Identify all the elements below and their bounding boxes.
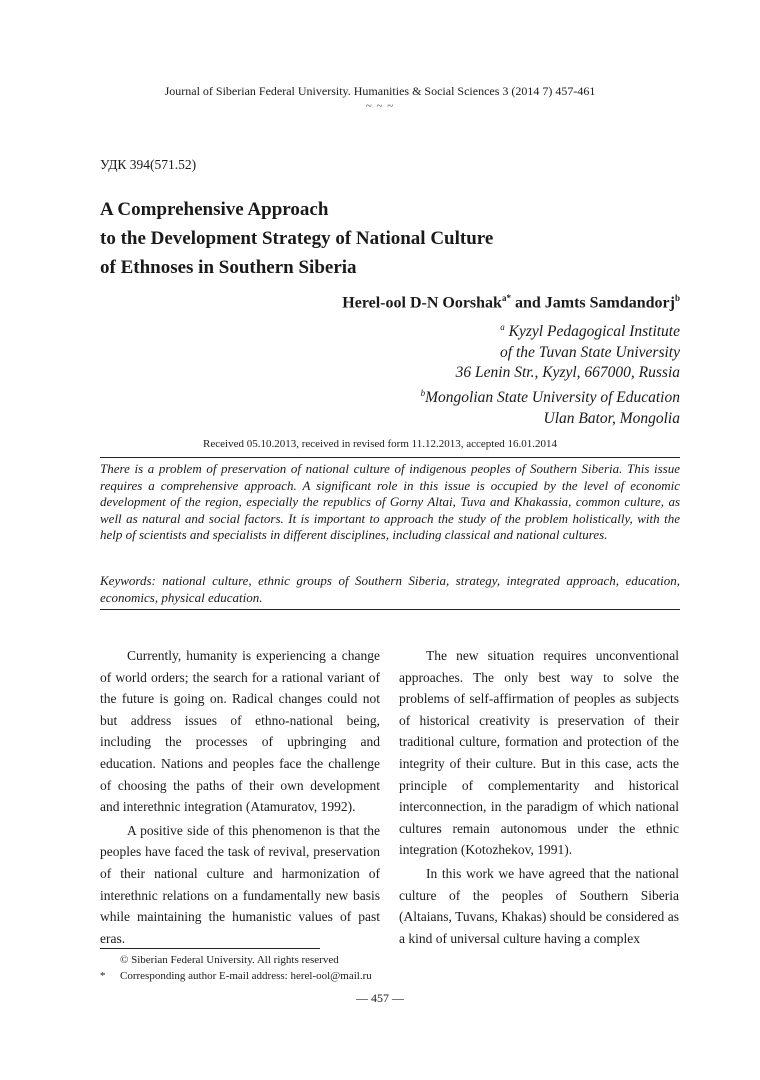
affiliation-mark: b	[420, 388, 426, 399]
body-paragraph: Currently, humanity is experiencing a change of world orders; the search for a rational variant of the future is going on. Radical changes could not but address issues of ethno-national being, including the processes of upbringing and education. Nations and peoples face the challenge of choosing the paths of their own development and interethnic integration (Atamuratov, 1992).	[100, 648, 380, 815]
keywords: Keywords: national culture, ethnic groups of Southern Siberia, strategy, integrated approach, education, economics, physical education.	[100, 573, 680, 605]
affiliation-line: Ulan Bator, Mongolia	[543, 409, 680, 427]
journal-header: Journal of Siberian Federal University. Humanities & Social Sciences 3 (2014 7) 457-461	[164, 84, 596, 98]
footnote-copyright: © Siberian Federal University. All rights reserved	[120, 954, 339, 966]
affiliations	[421, 317, 680, 429]
received-dates: Received 05.10.2013, received in revised form 11.12.2013, accepted 16.01.2014	[203, 438, 557, 450]
author-affiliation-mark: a*	[501, 293, 511, 303]
abstract-top-rule	[100, 457, 680, 458]
footnotes	[100, 952, 372, 984]
body-paragraph: A positive side of this phenomenon is that the peoples have faced the task of revival, preservation of their national culture and harmonization of interethnic relations on a fundamentally new basis while maintaining the humanistic values of past eras.	[100, 822, 380, 946]
author-name: Jamts Samdandorj	[544, 294, 675, 312]
author-conjunction: and	[510, 294, 545, 312]
title-line: to the Development Strategy of National Culture	[100, 228, 494, 249]
page-number: — 457 —	[356, 991, 404, 1005]
author-affiliation-mark: b	[674, 293, 680, 303]
title-line: A Comprehensive Approach	[100, 199, 329, 220]
author-name: Herel-ool D-N Oorshak	[342, 294, 502, 312]
corresponding-email: Corresponding author E-mail address: herel-ool@mail.ru	[120, 970, 372, 982]
body-paragraph: In this work we have agreed that the national culture of the peoples of Southern Siberia (Altaians, Tuvans, Khakas) should be considered as a kind of universal culture having a complex	[399, 865, 679, 946]
abstract-bottom-rule	[100, 609, 680, 610]
affiliation-line: $^a$ Kyzyl Pedagogical Institute	[500, 322, 680, 341]
affiliation-line: of the Tuvan State University	[500, 343, 680, 361]
body-column-right	[399, 645, 679, 951]
title-line: of Ethnoses in Southern Siberia	[100, 257, 357, 278]
header-ornament: ~ ~ ~	[365, 100, 395, 112]
udk-code: УДК 394(571.52)	[100, 157, 197, 172]
footnote-corresponding	[100, 968, 372, 984]
abstract: There is a problem of preservation of national culture of indigenous peoples of Southern Siberia. This issue requires a comprehensive approach. A significant role in this issue is occupied by the level of economic development of the region, especially the republics of Gorny Altai, Tuva and Khakassia, common culture, as well as natural and social factors. It is important to approach the study of the problem holistically, with the help of scientists and specialists in different disciplines, including classical and national cultures.	[100, 461, 680, 543]
affiliation-line: 36 Lenin Str., Kyzyl, 667000, Russia	[455, 363, 680, 381]
body-paragraph: The new situation requires unconventional approaches. The only best way to solve the problems of self-affirmation of peoples as subjects of historical creativity is preservation of their traditional culture, formation and protection of the integrity of their culture. But in this case, acts the principle of complementarity and historical interconnection, in the paradigm of which national cultures remain autonomous under the ethnic integration (Kotozhekov, 1991).	[399, 648, 679, 858]
affiliation-mark: a	[500, 322, 505, 332]
article-title	[100, 195, 493, 282]
affiliation-line: $^b$Mongolian State University of Education	[420, 388, 680, 407]
footnote-rule	[100, 948, 320, 949]
body-column-left	[100, 645, 380, 951]
author-list	[342, 293, 680, 312]
footnote-marker: *	[100, 970, 106, 982]
